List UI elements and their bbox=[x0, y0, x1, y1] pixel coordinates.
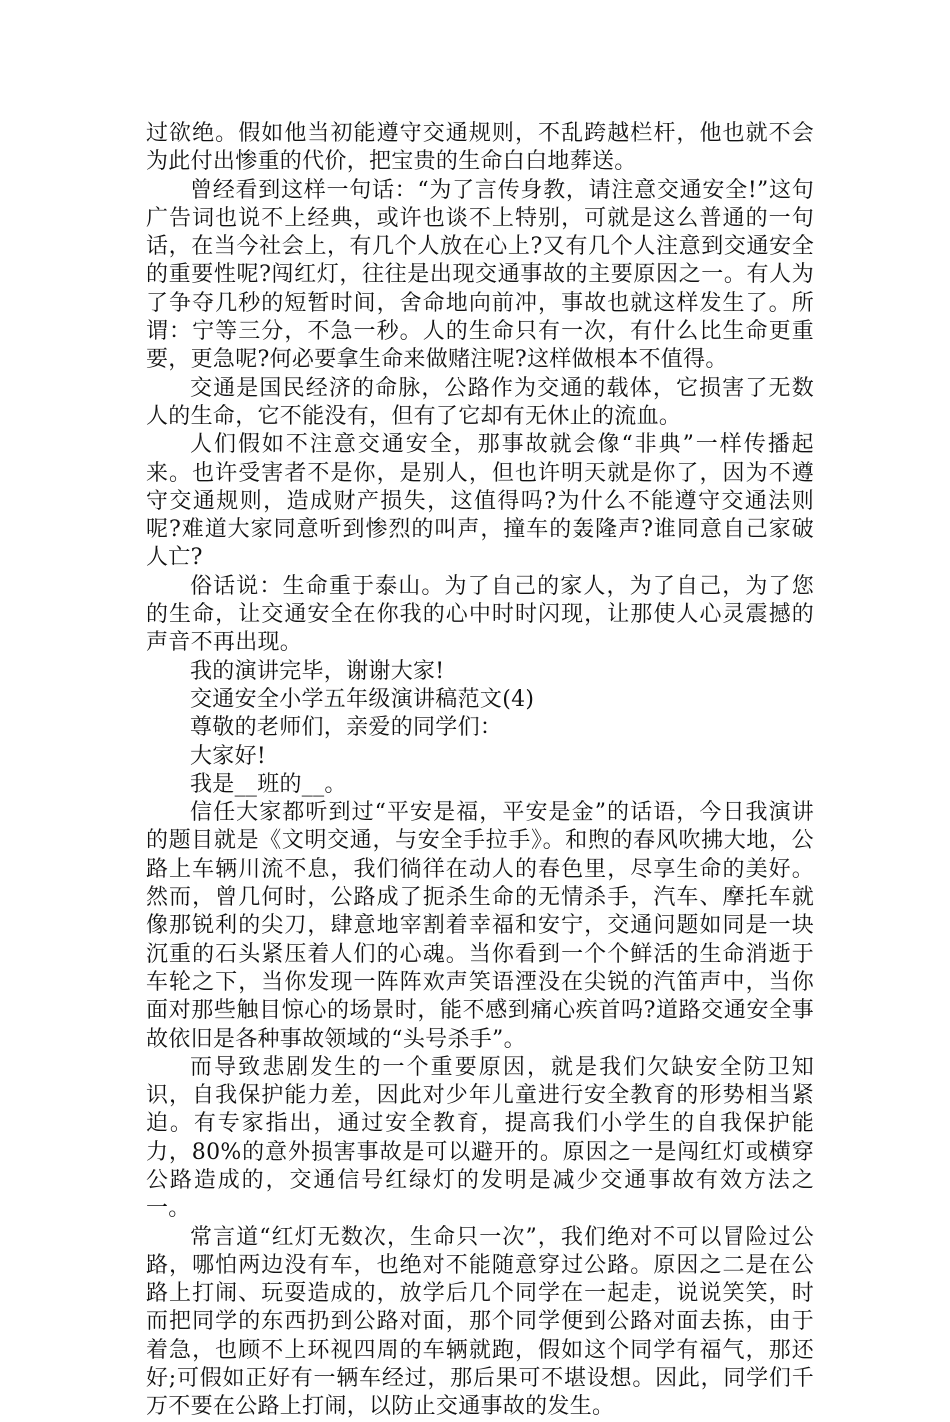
paragraph: 交通是国民经济的命脉，公路作为交通的载体，它损害了无数人的生命，它不能没有，但有了它却有无休止的流血。 bbox=[146, 375, 814, 429]
paragraph: 曾经看到这样一句话：“为了言传身教，请注意交通安全!”这句广告词也说不上经典，或许也谈不上特别，可就是这么普通的一句话，在当今社会上，有几个人放在心上?又有几个人注意到交通安全的重要性呢?闯红灯，往往是出现交通事故的主要原因之一。有人为了争夺几秒的短暂时间，舍命地向前冲，事故也就这样发生了。所谓：宁等三分，不急一秒。人的生命只有一次，有什么比生命更重要，更急呢?何必要拿生命来做赌注呢?这样做根本不值得。 bbox=[146, 177, 814, 373]
paragraph: 而导致悲剧发生的一个重要原因，就是我们欠缺安全防卫知识，自我保护能力差，因此对少年儿童进行安全教育的形势相当紧迫。有专家指出，通过安全教育，提高我们小学生的自我保护能力，80%的意外损害事故是可以避开的。原因之一是闯红灯或横穿公路造成的，交通信号红绿灯的发明是减少交通事故有效方法之一。 bbox=[146, 1054, 814, 1222]
section-title: 交通安全小学五年级演讲稿范文(4) bbox=[190, 686, 535, 712]
self-introduction: 我是__班的__。 bbox=[190, 771, 347, 797]
paragraph: 信任大家都听到过“平安是福，平安是金”的话语，今日我演讲的题目就是《文明交通，与安全手拉手》。和煦的春风吹拂大地，公路上车辆川流不息，我们徜徉在动人的春色里，尽享生命的美好。然而，曾几何时，公路成了扼杀生命的无情杀手，汽车、摩托车就像那锐利的尖刀，肆意地宰割着幸福和安宁，交通问题如同是一块沉重的石头紧压着人们的心魂。当你看到一个个鲜活的生命消逝于车轮之下，当你发现一阵阵欢声笑语湮没在尖锐的汽笛声中，当你面对那些触目惊心的场景时，能不感到痛心疾首吗?道路交通安全事故依旧是各种事故领域的“头号杀手”。 bbox=[146, 800, 814, 1052]
paragraph-continued: 过欲绝。假如他当初能遵守交通规则，不乱跨越栏杆，他也就不会为此付出惨重的代价，把宝贵的生命白白地葬送。 bbox=[146, 121, 814, 175]
paragraph: 常言道“红灯无数次，生命只一次”，我们绝对不可以冒险过公路，哪怕两边没有车，也绝对不能随意穿过公路。原因之二是在公路上打闹、玩耍造成的，放学后几个同学在一起走，说说笑笑，时而把同学的东西扔到公路对面，那个同学便到公路对面去拣，由于着急，也顾不上环视四周的车辆就跑，假如这个同学有福气，那还好;可假如正好有一辆车经过，那后果可不堪设想。因此，同学们千万不要在公路上打闹，以防止交通事故的发生。 bbox=[146, 1224, 814, 1420]
greeting: 大家好! bbox=[190, 743, 267, 769]
closing-line: 我的演讲完毕，谢谢大家! bbox=[190, 658, 445, 684]
salutation: 尊敬的老师们，亲爱的同学们： bbox=[190, 715, 503, 741]
document-body bbox=[146, 120, 814, 1422]
paragraph: 人们假如不注意交通安全，那事故就会像“非典”一样传播起来。也许受害者不是你，是别人，但也许明天就是你了，因为不遵守交通规则，造成财产损失，这值得吗?为什么不能遵守交通法则呢?难道大家同意听到惨烈的叫声，撞车的轰隆声?谁同意自己家破人亡? bbox=[146, 432, 814, 571]
paragraph: 俗话说：生命重于泰山。为了自己的家人，为了自己，为了您的生命，让交通安全在你我的心中时时闪现，让那使人心灵震撼的声音不再出现。 bbox=[146, 573, 814, 656]
